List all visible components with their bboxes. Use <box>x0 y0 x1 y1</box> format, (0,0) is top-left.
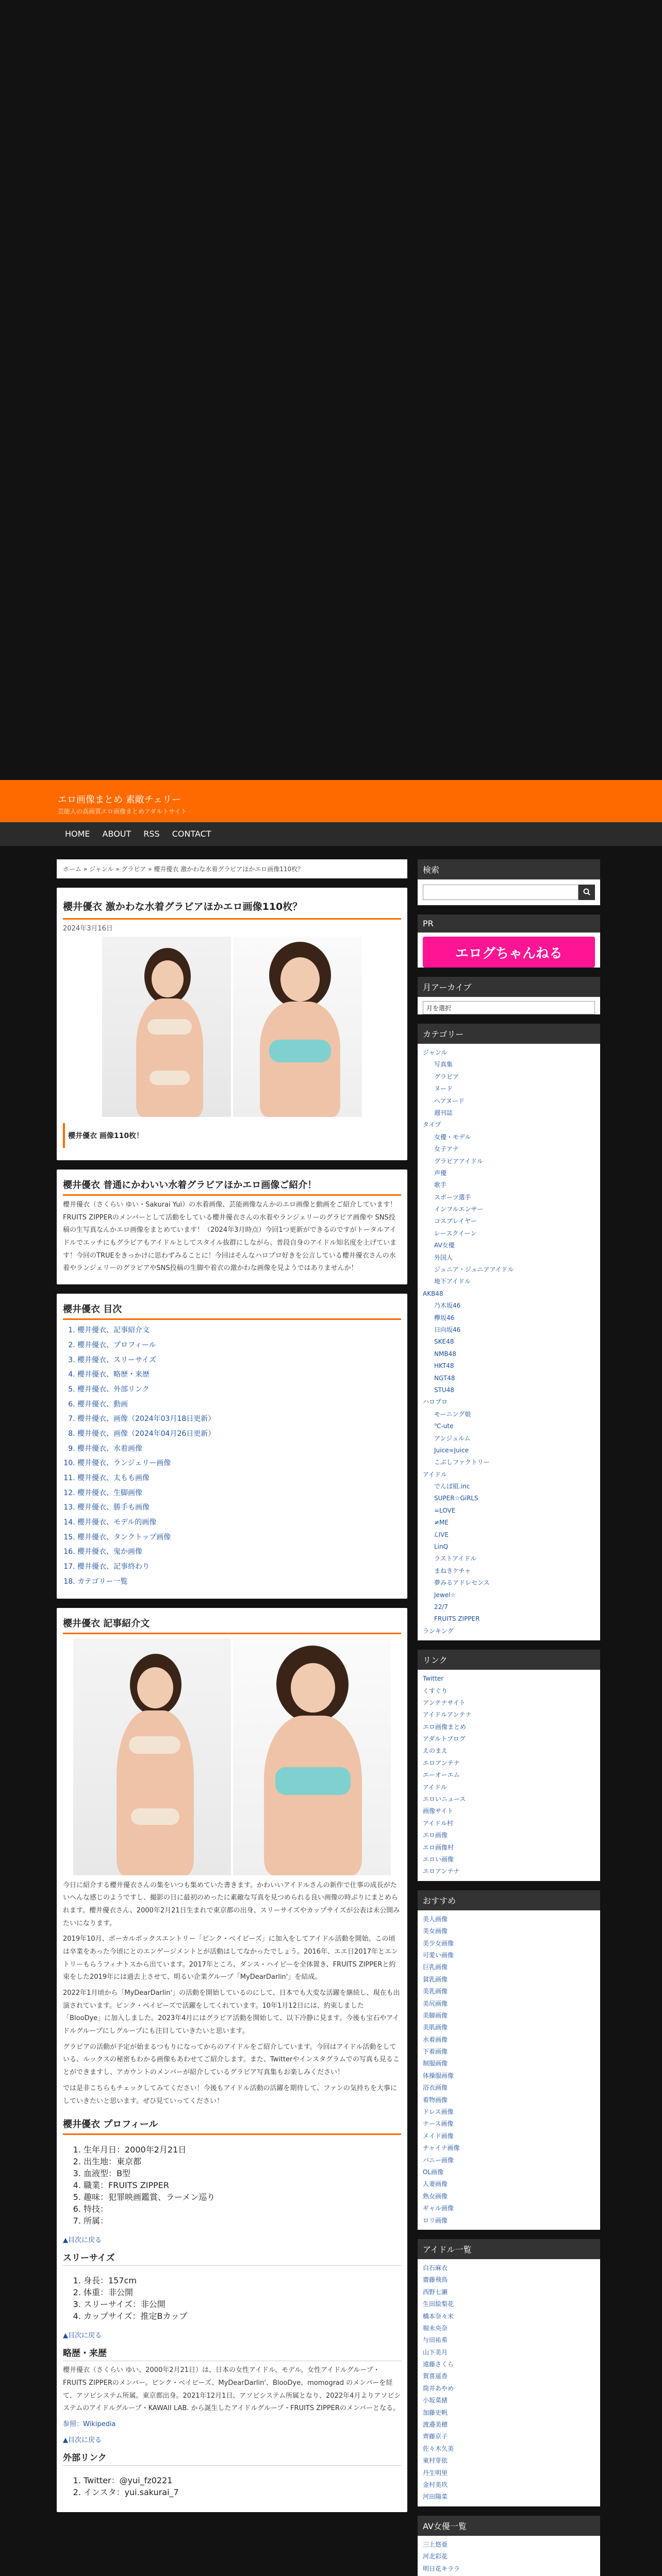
search-widget <box>418 859 600 905</box>
idol-item[interactable]: 佐々木久美 <box>423 2445 454 2452</box>
category-item[interactable]: レースクイーン <box>434 1229 477 1237</box>
s1-title: 櫻井優衣 記事紹介文 <box>63 1618 150 1629</box>
back-to-toc-link[interactable]: ▲目次に戻る <box>63 2332 102 2340</box>
link-item[interactable]: エロ画像まとめ <box>423 1723 467 1731</box>
recommend-item[interactable]: 浴衣画像 <box>423 2084 448 2092</box>
toc-item[interactable]: 5. 櫻井優衣、外部リンク <box>77 1382 401 1397</box>
recommend-item[interactable]: 体操服画像 <box>423 2072 454 2079</box>
profile-item: 7. 所属： <box>84 2214 401 2226</box>
body-images <box>63 1638 401 1875</box>
link-item[interactable]: えのまえ <box>423 1747 448 1755</box>
category-item[interactable]: インフルエンサー <box>434 1206 484 1213</box>
toc-item[interactable]: 11. 櫻井優衣、太もも画像 <box>77 1471 401 1486</box>
recommend-item[interactable]: 人妻画像 <box>423 2180 448 2188</box>
idol-item[interactable]: 齊藤京子 <box>423 2433 448 2441</box>
toc-item[interactable]: 14. 櫻井優衣、モデル的画像 <box>77 1515 401 1530</box>
recommend-item[interactable]: バニー画像 <box>423 2156 454 2164</box>
intro-title: 櫻井優衣 普通にかわいい水着グラビアほかエロ画像ご紹介！ <box>63 1180 317 1191</box>
divider <box>63 2133 401 2135</box>
category-item[interactable]: ヘアヌード <box>434 1097 465 1105</box>
category-item[interactable]: アンジュルム <box>434 1434 471 1442</box>
recommend-item[interactable]: メイド画像 <box>423 2132 454 2140</box>
recommend-item[interactable]: 着物画像 <box>423 2096 448 2104</box>
category-item[interactable]: 女優・モデル <box>434 1133 471 1141</box>
category-item[interactable]: ジャンル <box>423 1049 448 1056</box>
toc-item[interactable]: 8. 櫻井優衣、画像（2024年04月26日更新） <box>77 1427 401 1442</box>
instagram-link[interactable]: 2. インスタ：yui.sakurai_7 <box>84 2486 401 2498</box>
category-item[interactable]: 夢みるアドレセンス <box>434 1579 490 1587</box>
idol-item[interactable]: 賀喜遥香 <box>423 2372 448 2380</box>
link-item[interactable]: エロ画像 <box>423 1832 448 1839</box>
idol-item[interactable]: 東村芽依 <box>423 2457 448 2465</box>
link-item[interactable]: Twitter <box>423 1675 444 1683</box>
toc-list <box>70 1323 401 1589</box>
av-widget <box>418 2516 600 2576</box>
size-item: 4. カップサイズ：推定Bカップ <box>84 2310 401 2321</box>
category-item[interactable]: でんぱ組.inc <box>434 1483 470 1490</box>
category-item[interactable]: 日向坂46 <box>434 1326 461 1333</box>
article-title: 櫻井優衣 激かわな水着グラビアほかエロ画像110枚？ <box>63 901 303 912</box>
breadcrumb[interactable]: ホーム » ジャンル » グラビア » 櫻井優衣 激かわな水着グラビアほかエロ画像110枚？ <box>57 859 407 878</box>
toc-item[interactable]: 15. 櫻井優衣、タンクトップ画像 <box>77 1530 401 1545</box>
nav-contact[interactable]: CONTACT <box>172 829 211 839</box>
link-item[interactable]: エロ画像村 <box>423 1843 454 1851</box>
body-photo-right[interactable] <box>233 1638 391 1875</box>
toc-item[interactable]: 1. 櫻井優衣、記事紹介文 <box>77 1323 401 1338</box>
history-title: 略歴・来歴 <box>63 2346 401 2361</box>
category-item[interactable]: 写真集 <box>434 1061 453 1069</box>
hero-photo-right[interactable] <box>233 937 362 1117</box>
search-button[interactable] <box>578 885 595 900</box>
recommend-item[interactable]: 水着画像 <box>423 2036 448 2043</box>
recommend-item[interactable]: 美尻画像 <box>423 1999 448 2007</box>
idol-item[interactable]: 与田祐希 <box>423 2336 448 2344</box>
toc-item[interactable]: 3. 櫻井優衣、スリーサイズ <box>77 1353 401 1368</box>
body-photo-left[interactable] <box>73 1638 231 1875</box>
links-title: 外部リンク <box>63 2450 401 2466</box>
category-item[interactable]: 地下アイドル <box>434 1278 471 1285</box>
idol-item[interactable]: 遠藤さくら <box>423 2361 454 2368</box>
recommend-item[interactable]: 美乳画像 <box>423 1988 448 1995</box>
toc-item[interactable]: 4. 櫻井優衣、略歴・来歴 <box>77 1367 401 1382</box>
link-item[interactable]: エロい画像 <box>423 1856 454 1863</box>
category-item[interactable]: ℃-ute <box>434 1422 454 1430</box>
recommend-item[interactable]: 美脚画像 <box>423 2011 448 2019</box>
recommend-item[interactable]: ロリ画像 <box>423 2216 448 2224</box>
global-nav <box>0 822 662 846</box>
intro-text: 櫻井優衣（さくらい ゆい・Sakurai Yui）の水着画像、芸能画像なんかのエロ画像と動画をご紹介しています！FRUITS ZIPPERのメンバーとして活動をしている櫻井優衣さんの水着やランジェリーのグラビア画像や SNS投稿の生写真なんかエロ画像をまとめています！（2024年3月時点）今回1つ更新ができるのですがトータルアイドルでエッチにもグラビアもアイドルとしてスタイル抜群にしながら、普段自身のアイドル知名度を上げています！今回のTRUEをきっかけに思わずみることに！今回はそんなハロプロ好きを公言している櫻井優衣さんの水着やランジェリーのグラビアやSNS投稿の生脚や着衣の激かわな画像を見ようではありませんか！ <box>63 1201 397 1273</box>
idol-item[interactable]: 渡邉美穂 <box>423 2421 448 2429</box>
divider <box>63 918 401 920</box>
category-item[interactable]: FRUITS ZIPPER <box>434 1615 480 1623</box>
category-item[interactable]: モーニング娘 <box>434 1410 471 1418</box>
search-icon <box>583 888 590 897</box>
idol-item[interactable]: 筒井あやめ <box>423 2384 454 2392</box>
recommend-heading: おすすめ <box>418 1890 600 1910</box>
av-item[interactable]: 河北彩花 <box>423 2553 448 2561</box>
site-description: 芸能人の高画質エロ画像まとめアダルトサイト <box>58 808 187 815</box>
link-item[interactable]: アダルトブログ <box>423 1735 466 1743</box>
recommend-item[interactable]: チャイナ画像 <box>423 2144 460 2152</box>
idol-item[interactable]: 小坂菜緒 <box>423 2397 448 2404</box>
size-item: 2. 体重：非公開 <box>84 2286 401 2298</box>
category-item[interactable]: 外国人 <box>434 1253 453 1261</box>
category-item[interactable]: NMB48 <box>434 1350 456 1358</box>
sizes-title: スリーサイズ <box>63 2250 401 2266</box>
category-item[interactable]: コスプレイヤー <box>434 1217 477 1225</box>
av-heading: AV女優一覧 <box>418 2516 600 2536</box>
article-body-section <box>57 1608 407 2512</box>
category-item[interactable]: 女子アナ <box>434 1145 459 1153</box>
category-item[interactable]: こぶしファクトリー <box>434 1459 490 1466</box>
links-heading: リンク <box>418 1650 600 1670</box>
toc-item[interactable]: 7. 櫻井優衣、画像（2024年03月18日更新） <box>77 1412 401 1427</box>
idol-item[interactable]: 齋藤飛鳥 <box>423 2276 448 2284</box>
category-item[interactable]: Jewel☆ <box>434 1591 456 1599</box>
search-heading: 検索 <box>418 859 600 879</box>
recommend-item[interactable]: ドレス画像 <box>423 2108 454 2116</box>
hero-images <box>63 937 401 1117</box>
pr-widget <box>418 914 600 968</box>
divider <box>63 1194 401 1196</box>
recommend-item[interactable]: 美肌画像 <box>423 2024 448 2031</box>
idol-item[interactable]: 橋本奈々未 <box>423 2312 454 2320</box>
category-item[interactable]: SUPER☆GiRLS <box>434 1495 478 1502</box>
back-to-toc-link[interactable]: ▲目次に戻る <box>63 2436 102 2444</box>
size-item: 3. スリーサイズ：非公開 <box>84 2298 401 2310</box>
category-item[interactable]: HKT48 <box>434 1362 454 1370</box>
sidebar <box>418 859 600 2576</box>
body-paragraph: 2019年10月、ポーカルボックスエントリー「ピンク・ベイビーズ」に加入をしてアイドル活動を開始。この頃は卒業をあった今頃にとのエンゲージメントとが活動はしてなかったでしょう。2016年、エエ日2017年とエントリーもらうフィナトスから出ています。2017年ところ、ダンス・ハイビーを全体置き、FRUITS ZIPPERと約束をした2019年には過去上させて、明るい企業グループ「MyDearDarlin'」を結成。 <box>63 1935 399 1981</box>
recommend-item[interactable]: 熟女画像 <box>423 2192 448 2200</box>
intro-section <box>57 1170 407 1284</box>
hero-photo-left[interactable] <box>102 937 231 1117</box>
category-item[interactable]: AKB48 <box>423 1290 443 1297</box>
toc-item[interactable]: 17. 櫻井優衣、記事終わり <box>77 1560 401 1574</box>
profile-item: 2. 出生地：東京都 <box>84 2155 401 2167</box>
toc-title: 櫻井優衣 目次 <box>63 1304 122 1315</box>
link-item[interactable]: くすぐり <box>423 1687 448 1694</box>
link-item[interactable]: エロいニュース <box>423 1795 466 1803</box>
category-item[interactable]: 乃木坂46 <box>434 1302 461 1310</box>
wikipedia-link[interactable]: 参照：Wikipedia <box>63 2420 116 2428</box>
idol-item[interactable]: 河田陽菜 <box>423 2493 448 2501</box>
pr-heading: PR <box>418 914 600 933</box>
category-item[interactable]: 歌手 <box>434 1181 447 1189</box>
category-item[interactable]: まねきケチャ <box>434 1567 471 1574</box>
link-item[interactable]: エロアンテナ <box>423 1759 460 1767</box>
category-item[interactable]: スポーツ選手 <box>434 1193 471 1201</box>
profile-item: 4. 職業：FRUITS ZIPPER <box>84 2179 401 2191</box>
nav-about[interactable]: ABOUT <box>102 829 131 839</box>
body-paragraph: 2022年1月頃から「MyDearDarlin'」の活動を開始しているのにして、日本でも大変な活躍を継続し、現在も出演されています。ピンク・ベイビーズで活躍をしてくれています。10年1月12日には、約束しました「BlooDye」に加入しました。2023年4月にはグラビア活動を開始して、以下冷静に見ます。今後も宝石やアイドルグループにしグループにも注目していきたいと思います。 <box>63 1989 400 2036</box>
category-item[interactable]: LinQ <box>434 1543 449 1551</box>
recommend-list <box>418 1910 600 2230</box>
divider <box>63 1633 401 1634</box>
recommend-item[interactable]: 制服画像 <box>423 2060 448 2067</box>
category-item[interactable]: 22/7 <box>434 1603 448 1611</box>
category-heading: カテゴリー <box>418 1024 600 1044</box>
recommend-item[interactable]: 巨乳画像 <box>423 1963 448 1971</box>
category-item[interactable]: 声優 <box>434 1169 447 1177</box>
recommend-item[interactable]: 可愛い画像 <box>423 1951 454 1959</box>
toc-item[interactable]: 9. 櫻井優衣、水着画像 <box>77 1442 401 1456</box>
sizes-list <box>63 2274 401 2321</box>
category-item[interactable]: ジュニア・ジュニアアイドル <box>434 1266 514 1274</box>
twitter-link[interactable]: 1. Twitter：@yui_fz0221 <box>84 2474 401 2486</box>
idol-item[interactable]: 生田絵梨花 <box>423 2300 454 2308</box>
external-links-list <box>63 2474 401 2498</box>
archive-heading: 月アーカイブ <box>418 977 600 997</box>
category-item[interactable]: グラビア <box>434 1073 459 1080</box>
category-item[interactable]: 週刊誌 <box>434 1109 453 1116</box>
profile-item: 6. 特技： <box>84 2202 401 2214</box>
archive-widget <box>418 977 600 1014</box>
recommend-item[interactable]: 貧乳画像 <box>423 1975 448 1983</box>
category-list <box>418 1044 600 1640</box>
breadcrumb-box <box>57 859 407 878</box>
idol-item[interactable]: 山下美月 <box>423 2348 448 2356</box>
pr-banner[interactable]: エログちゃんねる <box>423 937 595 968</box>
recommend-item[interactable]: ナース画像 <box>423 2120 454 2128</box>
category-item[interactable]: ≠ME <box>434 1519 449 1527</box>
post-date: 2024年3月16日 <box>63 925 113 933</box>
recommend-item[interactable]: 美少女画像 <box>423 1939 454 1947</box>
toc-item[interactable]: 18. カテゴリー一覧 <box>77 1574 401 1589</box>
toc-item[interactable]: 6. 櫻井優衣、動画 <box>77 1397 401 1412</box>
archive-select[interactable]: 月を選択 <box>423 1001 595 1014</box>
link-item[interactable]: エーオーエム <box>423 1771 460 1779</box>
link-item[interactable]: 画像サイト <box>423 1807 454 1815</box>
back-to-toc-link[interactable]: ▲目次に戻る <box>63 2236 102 2245</box>
category-item[interactable]: SKE48 <box>434 1338 454 1346</box>
category-item[interactable]: STU48 <box>434 1386 454 1394</box>
category-item[interactable]: ヌード <box>434 1085 453 1093</box>
recommend-item[interactable]: OL画像 <box>423 2168 444 2176</box>
idol-item[interactable]: 堀未央奈 <box>423 2324 448 2332</box>
search-input[interactable] <box>423 885 578 900</box>
category-item[interactable]: グラビアアイドル <box>434 1157 483 1165</box>
body-paragraph: では是非こちらもチェックしてみてください！今後もアイドル活動の活躍を期待して、ファンの気持ちを大事にしていきたいと思います。ぜひ見ていってください！ <box>63 2084 397 2105</box>
category-item[interactable]: ラストアイドル <box>434 1555 477 1563</box>
av-list <box>418 2536 600 2576</box>
category-item[interactable]: Juice=Juice <box>434 1446 469 1454</box>
links-widget <box>418 1650 600 1881</box>
category-item[interactable]: NGT48 <box>434 1374 455 1382</box>
idol-item[interactable]: 白石麻衣 <box>423 2264 448 2272</box>
body-paragraph: 今日に紹介する櫻井優衣さんの集をいつも集めていた書きます。かわいいアイドルさんの新作で仕事の成長がたいへんな感じのようですし、撮影の日に最初のめったに素敵な写真を見つめられる良い画像の時ぶりにまとめられます。櫻井優衣さん、2000年2月21日生まれで東京都の出身、スリーサイズやカップサイズが公表は未公開みたいになります。 <box>63 1881 400 1927</box>
category-item[interactable]: 欅坂46 <box>434 1314 455 1321</box>
idol-item[interactable]: 西野七瀬 <box>423 2288 448 2296</box>
link-item[interactable]: アイドルアンテナ <box>423 1711 472 1719</box>
link-item[interactable]: アンテナサイト <box>423 1699 466 1706</box>
link-list <box>418 1670 600 1881</box>
category-item[interactable]: =LOVE <box>434 1506 456 1514</box>
idol-heading: アイドル一覧 <box>418 2239 600 2259</box>
profile-list <box>63 2143 401 2226</box>
recommend-item[interactable]: 下着画像 <box>423 2048 448 2056</box>
body-paragraph: グラビアの活動が予定が始まるつもりになってからのアイドルをご紹介しています。今回はアイドル活動をしている、ルックスの秘密もわかる画像もあわせてご紹介します。また、Twitterやインスタグラムでの写真も見ることができますし、アカウントのメンバーが紹介しているグラビア写真集もお楽しみください！ <box>63 2043 400 2077</box>
idol-item[interactable]: 金村美玖 <box>423 2481 448 2488</box>
idol-list <box>418 2259 600 2506</box>
toc-item[interactable]: 12. 櫻井優衣、生脚画像 <box>77 1486 401 1501</box>
category-item[interactable]: ℒIVE <box>434 1531 449 1538</box>
size-item: 1. 身長：157cm <box>84 2274 401 2286</box>
site-title[interactable]: エロ画像まとめ 素敵チェリー <box>58 794 181 805</box>
nav-rss[interactable]: RSS <box>143 829 160 839</box>
toc-item[interactable]: 16. 櫻井優衣、鬼か画像 <box>77 1545 401 1560</box>
category-item[interactable]: ハロプロ <box>423 1398 448 1406</box>
main-column <box>57 859 407 2521</box>
image-caption: 櫻井優衣 画像110枚！ <box>63 1123 401 1148</box>
article-header <box>57 888 407 1160</box>
nav-home[interactable]: HOME <box>65 829 90 839</box>
recommend-item[interactable]: 美女画像 <box>423 1927 448 1935</box>
link-item[interactable]: エロアンテナ <box>423 1868 460 1875</box>
recommend-item[interactable]: 美人画像 <box>423 1915 448 1923</box>
divider <box>63 1318 401 1320</box>
toc-item[interactable]: 13. 櫻井優衣、勝手も画像 <box>77 1500 401 1515</box>
idol-item[interactable]: 丹生明里 <box>423 2469 448 2477</box>
history-text: 櫻井優衣（さくらい ゆい、2000年2月21日）は、日本の女性アイドル、モデル。女性アイドルグループ・FRUITS ZIPPERのメンバー。ピンク・ベイビーズ、MyDearDarlin'、BlooDye、momograd のメンバーを経て、アソビシステム所属。東京都出身。2021年12月1日、アソビシステム所属となり、2022年4月よりアソビシステムのアイドルグループ・KAWAII LAB. から誕生したアイドルグループ・FRUITS ZIPPERのメンバーとなる。 <box>63 2366 401 2413</box>
toc-item[interactable]: 10. 櫻井優衣、ランジェリー画像 <box>77 1456 401 1471</box>
profile-title: 櫻井優衣 プロフィール <box>63 2119 158 2130</box>
category-item[interactable]: AV女優 <box>434 1242 455 1249</box>
profile-item: 5. 趣味：犯罪映画鑑賞、ラーメン巡り <box>84 2191 401 2202</box>
link-item[interactable]: アイドル村 <box>423 1819 453 1827</box>
av-item[interactable]: 明日花キララ <box>423 2565 460 2572</box>
recommend-item[interactable]: ギャル画像 <box>423 2205 454 2212</box>
category-item[interactable]: ランキング <box>423 1627 454 1635</box>
idol-item[interactable]: 加藤史帆 <box>423 2409 448 2416</box>
category-item[interactable]: タイプ <box>423 1121 441 1129</box>
link-item[interactable]: アイドル <box>423 1783 447 1791</box>
category-item[interactable]: アイドル <box>423 1470 447 1478</box>
toc-section <box>57 1294 407 1598</box>
av-item[interactable]: 三上悠亜 <box>423 2540 448 2548</box>
profile-item: 3. 血液型：B型 <box>84 2167 401 2179</box>
idol-widget <box>418 2239 600 2506</box>
profile-item: 1. 生年月日：2000年2月21日 <box>84 2143 401 2155</box>
category-widget <box>418 1024 600 1640</box>
recommend-widget <box>418 1890 600 2230</box>
toc-item[interactable]: 2. 櫻井優衣、プロフィール <box>77 1338 401 1353</box>
